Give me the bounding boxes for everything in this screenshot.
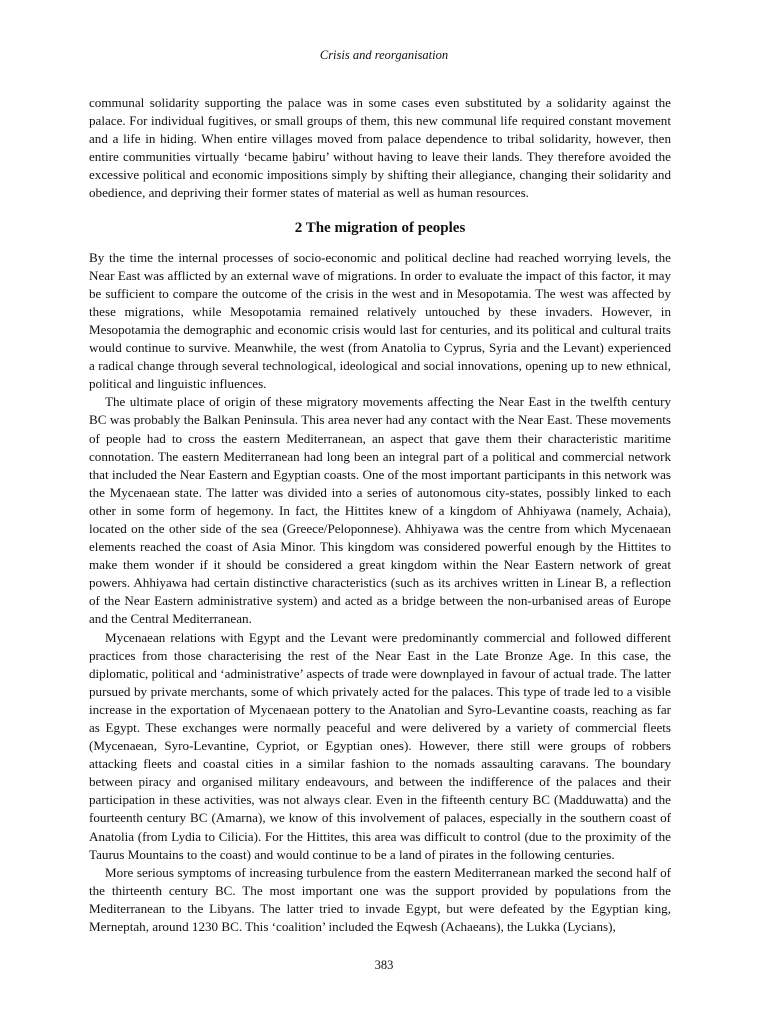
- body-text: [89, 94, 671, 936]
- paragraph: By the time the internal processes of socio-economic and political decline had reached worrying levels, the Near East was afflicted by an external wave of migrations. In order to evaluate the impact of this factor, it may be sufficient to compare the outcome of the crisis in the west and in Mesopotamia. The west was affected by these migrations, while Mesopotamia remained relatively untouched by these invaders. However, in Mesopotamia the demographic and economic crisis would last for centuries, and its political and cultural traits would continue to survive. Meanwhile, the west (from Anatolia to Cyprus, Syria and the Levant) experienced a radical change through several technological, ideological and social innovations, opening up to new ethnical, political and linguistic influences.: [89, 249, 671, 392]
- section-heading: 2 The migration of peoples: [294, 219, 466, 236]
- paragraph: The ultimate place of origin of these migratory movements affecting the Near East in the twelfth century BC was probably the Balkan Peninsula. This area never had any contact with the Near East. These movements of people had to cross the eastern Mediterranean, an aspect that gave them their characteristic maritime connotation. The eastern Mediterranean had long been an integral part of a political and commercial network that included the Near Eastern and Egyptian coasts. One of the most important participants in this network was the Mycenaean state. The latter was divided into a series of autonomous city-states, possibly linked to each other in some form of hegemony. In fact, the Hittites knew of a kingdom of Ahhiyawa (namely, Achaia), located on the other side of the sea (Greece/Peloponnese). Ahhiyawa was the centre from which Mycenaean elements reached the coast of Asia Minor. This kingdom was considered powerful enough by the Hittites to make them wonder if it should be considered a great kingdom within the Near Eastern network of great powers. Ahhiyawa had certain distinctive characteristics (such as its archives written in Linear B, a reflection of the Near Eastern administrative system) and acted as a bridge between the non-urbanised areas of Europe and the Central Mediterranean.: [89, 394, 671, 627]
- continued-paragraph: communal solidarity supporting the palace was in some cases even substituted by a solidarity against the palace. For individual fugitives, or small groups of them, this new communal life required constant movement and a life in hiding. When entire villages moved from palace dependence to tribal solidarity, however, then entire communities virtually ‘became ḫabiru’ without having to leave their lands. They therefore avoided the excessive political and economic impositions simply by shifting their allegiance, changing their solidarity and obedience, and depriving their former states of material as well as human resources.: [89, 95, 671, 201]
- paragraph: Mycenaean relations with Egypt and the Levant were predominantly commercial and followed different practices from those characterising the rest of the Near East in the Late Bronze Age. In this case, the diplomatic, political and ‘administrative’ aspects of trade were downplayed in favour of actual trade. The latter pursued by private merchants, some of which privately acted for the palaces. This type of trade led to a visible increase in the exportation of Mycenaean pottery to the Anatolian and Syro-Levantine coasts, reaching as far as Egypt. These exchanges were normally peaceful and were delivered by a variety of commercial fleets (Mycenaean, Syro-Levantine, Cypriot, or Egyptian ones). However, there still were groups of robbers attacking fleets and coastal cities in a similar fashion to the nomads assaulting caravans. The boundary between piracy and organised military endeavours, and between the indifference of the palaces and their participation in these activities, was not always clear. Even in the fifteenth century BC (Madduwatta) and the fourteenth century BC (Amarna), we know of this involvement of palaces, especially in the southern coast of Anatolia (from Lydia to Cilicia). For the Hittites, this area was difficult to control (due to the proximity of the Taurus Mountains to the coast) and would continue to be a land of pirates in the following centuries.: [89, 629, 671, 862]
- paragraph: More serious symptoms of increasing turbulence from the eastern Mediterranean marked the second half of the thirteenth century BC. The most important one was the support provided by populations from the Mediterranean to the Libyans. The latter tried to invade Egypt, but were defeated by the Egyptian king, Merneptah, around 1230 BC. This ‘coalition’ included the Eqwesh (Achaeans), the Lukka (Lycians),: [89, 864, 671, 935]
- page-number: 383: [374, 958, 394, 972]
- running-head: Crisis and reorganisation: [319, 48, 449, 62]
